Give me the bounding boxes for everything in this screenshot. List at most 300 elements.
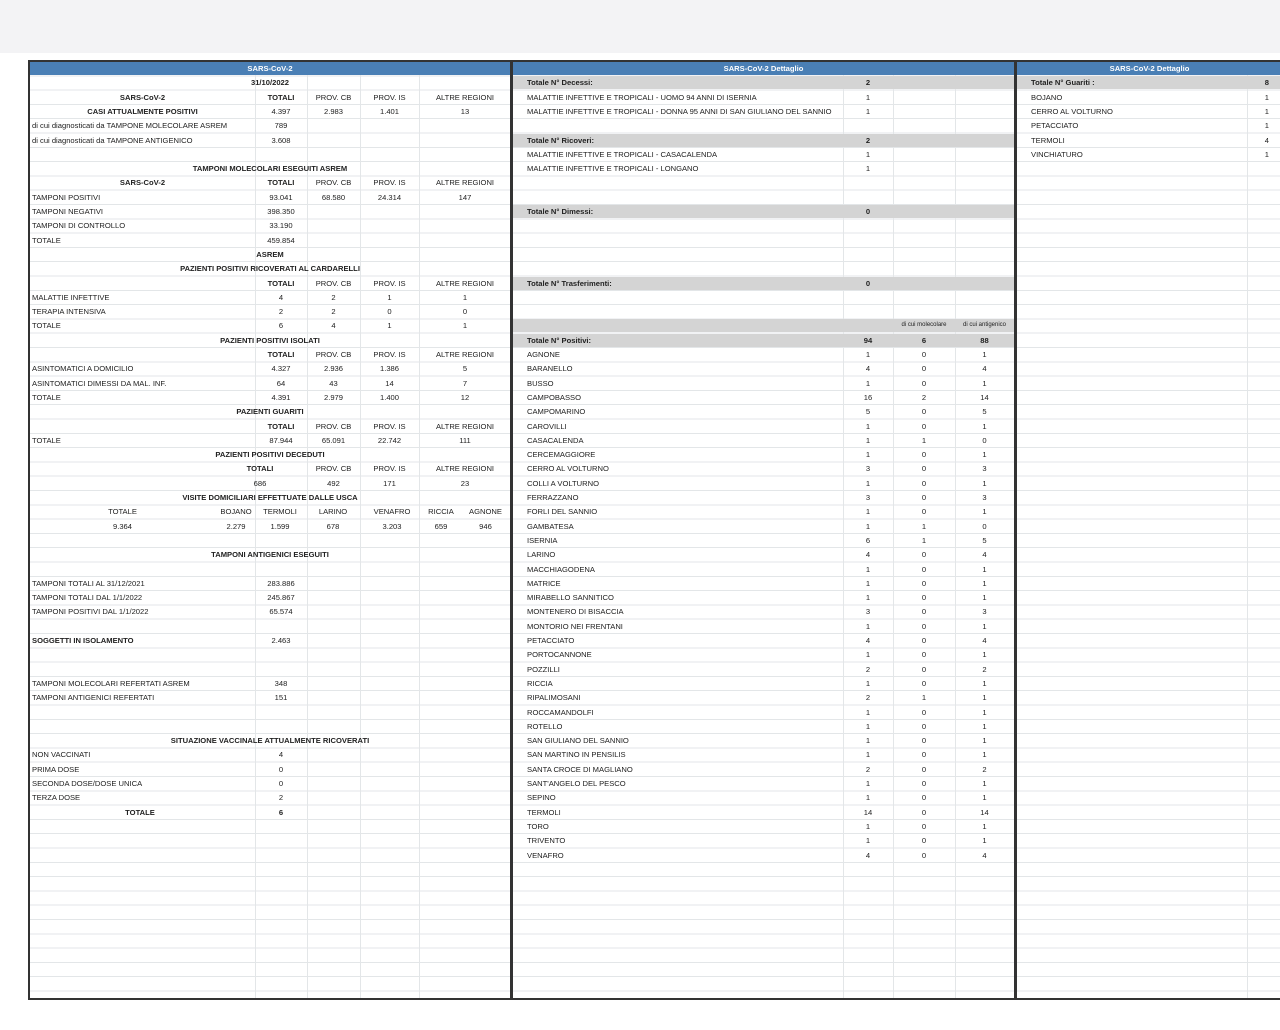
section-title	[30, 262, 510, 275]
column-header: PROV. CB	[315, 350, 352, 359]
section-title	[30, 548, 510, 561]
table-cell: 348	[274, 678, 288, 688]
table-cell: 4	[982, 850, 987, 860]
table-row	[513, 534, 1014, 547]
column-header: RICCIA	[428, 507, 454, 517]
row-label: POZZILLI	[527, 664, 560, 674]
table-row	[513, 448, 1014, 461]
row-label: RICCIA	[527, 678, 553, 688]
table-cell: 171	[383, 478, 396, 488]
table-row	[513, 505, 1014, 518]
section-title-text: PAZIENTI POSITIVI RICOVERATI AL CARDARELLI	[180, 264, 360, 274]
table-cell: 1	[865, 779, 871, 788]
table-row	[513, 734, 1014, 747]
table-row	[513, 563, 1014, 576]
table-cell: 2.279	[226, 521, 246, 531]
table-cell: 1	[387, 321, 392, 331]
table-cell: 1	[865, 821, 871, 831]
table-cell: 0	[921, 550, 927, 560]
column-header: VENAFRO	[373, 507, 411, 517]
table-row	[30, 791, 510, 804]
table-row	[513, 720, 1014, 733]
table-cell: 3	[982, 607, 987, 617]
casi-positivi-row	[30, 105, 510, 118]
table-cell: 2	[331, 292, 336, 302]
column-header: TOTALI	[267, 178, 295, 188]
table-cell: 1	[865, 707, 871, 717]
asrem-label	[30, 248, 510, 261]
table-cell: 0	[921, 721, 927, 731]
row-label: di cui diagnosticati da TAMPONE ANTIGENICO	[32, 135, 193, 145]
table-cell: 1	[865, 564, 871, 574]
table-row	[30, 434, 510, 447]
table-cell: 0	[921, 564, 927, 574]
table-cell: 1	[865, 435, 871, 445]
row-label: TAMPONI POSITIVI DAL 1/1/2022	[32, 607, 149, 617]
total-label: Totale N° Positivi:	[527, 335, 592, 345]
row-label: TERAPIA INTENSIVA	[32, 307, 106, 317]
table-cell: 14	[980, 807, 989, 817]
row-label: SAN MARTINO IN PENSILIS	[527, 750, 626, 760]
positivi-total-row	[513, 334, 1014, 347]
table-cell: 1	[865, 378, 871, 388]
table-cell: 2.463	[271, 636, 291, 645]
table-cell: 1	[865, 678, 871, 688]
table-row	[513, 105, 1014, 118]
table-cell: 6	[865, 535, 871, 545]
table-cell: 1	[1264, 106, 1269, 116]
row-label: CERRO AL VOLTURNO	[527, 464, 609, 474]
column-header: di cui antigenico	[962, 322, 1007, 329]
table-row	[30, 319, 510, 332]
row-label: BUSSO	[527, 378, 554, 388]
column-header: PROV. IS	[373, 92, 406, 102]
table-cell: 0	[921, 421, 927, 431]
table-row	[30, 677, 510, 690]
table-cell: 0	[921, 678, 927, 688]
column-header: ALTRE REGIONI	[435, 421, 495, 431]
table-cell: 0	[278, 779, 284, 788]
ricoveri-total-row	[513, 134, 1014, 147]
row-label: PRIMA DOSE	[32, 764, 80, 774]
table-cell: 3	[865, 607, 871, 617]
recovered-detail-sheet	[1015, 60, 1280, 1000]
row-label: MALATTIE INFETTIVE E TROPICALI - LONGANO	[527, 164, 699, 174]
table-cell: 2	[865, 693, 871, 703]
total-label: Totale N° Decessi:	[527, 78, 593, 88]
table-cell: 14	[980, 392, 989, 402]
table-cell: 2.979	[323, 392, 343, 402]
table-cell: 151	[274, 693, 288, 703]
table-cell: 245.867	[267, 593, 295, 603]
table-cell: 13	[460, 106, 470, 116]
table-row	[513, 605, 1014, 618]
row-label: TAMPONI MOLECOLARI REFERTATI ASREM	[32, 678, 190, 688]
table-cell: 24.314	[377, 192, 402, 202]
table-row	[30, 391, 510, 404]
antigenico-row	[30, 134, 510, 147]
row-label: TRIVENTO	[527, 836, 566, 846]
table-cell: 678	[326, 521, 340, 531]
row-label: TERMOLI	[527, 807, 561, 817]
row-label: TAMPONI NEGATIVI	[32, 207, 104, 216]
table-row	[30, 477, 510, 490]
table-row	[30, 591, 510, 604]
decessi-total-row	[513, 76, 1014, 89]
table-cell: 4	[278, 292, 284, 302]
column-header-row	[30, 348, 510, 361]
column-header: PROV. IS	[373, 350, 406, 359]
column-header: TOTALI	[267, 278, 295, 288]
table-cell: 3	[865, 464, 871, 474]
column-header: LARINO	[318, 507, 348, 517]
row-label: BOJANO	[1031, 92, 1063, 102]
column-header: PROV. CB	[315, 178, 352, 188]
table-cell: 1.386	[379, 364, 399, 374]
table-row	[513, 391, 1014, 404]
table-cell: 1	[982, 793, 987, 803]
table-row	[1017, 148, 1280, 161]
row-label: MALATTIE INFETTIVE E TROPICALI - UOMO 94 ANNI DI ISERNIA	[527, 92, 757, 102]
total-label: Totale N° Dimessi:	[527, 207, 594, 216]
column-header: BOJANO	[220, 507, 252, 517]
row-label: PETACCIATO	[527, 636, 575, 645]
table-cell: 0	[278, 764, 284, 774]
table-cell: 0	[921, 578, 927, 588]
section-title	[30, 734, 510, 747]
table-row	[513, 477, 1014, 490]
table-row	[1017, 134, 1280, 147]
table-cell: 1	[865, 578, 871, 588]
summary-sheet	[28, 60, 512, 1000]
viewer-top-bar	[0, 0, 1280, 53]
total-value: 94	[863, 335, 873, 345]
total-label: Totale N° Trasferimenti:	[527, 278, 612, 288]
table-cell: 789	[274, 121, 288, 131]
table-cell: 398.350	[267, 207, 295, 216]
column-header: TERMOLI	[263, 507, 297, 517]
table-cell: 1	[865, 450, 871, 460]
table-row	[513, 591, 1014, 604]
table-cell: 1	[982, 779, 987, 788]
table-cell: 0	[921, 593, 927, 603]
table-cell: 0	[462, 307, 468, 317]
table-row	[513, 620, 1014, 633]
table-cell: 1	[462, 321, 468, 331]
table-cell: 3	[865, 493, 871, 502]
row-label: CERCEMAGGIORE	[527, 450, 596, 460]
table-cell: 65.091	[321, 435, 346, 445]
table-row	[30, 205, 510, 218]
table-cell: 1	[921, 521, 927, 531]
column-header: PROV. CB	[315, 92, 352, 102]
column-header-row	[30, 420, 510, 433]
table-cell: 686	[253, 478, 267, 488]
row-label: CAMPOMARINO	[527, 407, 586, 417]
sheet-title-text: SARS-CoV-2 Dettaglio	[1109, 64, 1190, 73]
isolamento-row	[30, 634, 510, 647]
table-cell: 1	[387, 292, 392, 302]
table-cell: 33.190	[269, 221, 293, 231]
row-label: MALATTIE INFETTIVE	[32, 292, 110, 302]
sheet-title	[30, 62, 510, 75]
table-row	[513, 834, 1014, 847]
row-label: VINCHIATURO	[1031, 149, 1083, 159]
column-header: ALTRE REGIONI	[435, 178, 495, 188]
table-cell: 0	[921, 621, 927, 631]
table-cell: 1	[865, 421, 871, 431]
table-cell: 68.580	[321, 192, 346, 202]
table-cell: 1	[865, 521, 871, 531]
table-cell: 0	[921, 764, 927, 774]
column-header: PROV. CB	[315, 278, 352, 288]
row-label: NON VACCINATI	[32, 750, 91, 760]
sheet-title-text: SARS-CoV-2	[247, 64, 293, 73]
section-title	[30, 334, 510, 347]
table-cell: 0	[921, 807, 927, 817]
table-cell: 147	[458, 192, 472, 202]
column-header: TOTALE	[108, 507, 137, 517]
table-cell: 1	[921, 693, 927, 703]
table-row	[513, 420, 1014, 433]
table-cell: 0	[921, 478, 927, 488]
section-title	[30, 491, 510, 504]
table-cell: 1	[982, 693, 987, 703]
table-cell: 946	[479, 521, 492, 531]
table-row	[513, 362, 1014, 375]
table-row	[513, 434, 1014, 447]
column-header: PROV. CB	[315, 421, 352, 431]
report-date-text: 31/10/2022	[250, 78, 289, 88]
table-cell: 1	[865, 650, 871, 660]
table-cell: 1	[982, 750, 987, 760]
total-value: 88	[980, 335, 989, 345]
table-cell: 5	[462, 364, 468, 374]
table-cell: 1	[865, 164, 871, 174]
table-cell: 65.574	[269, 607, 293, 617]
table-cell: 1	[982, 736, 987, 746]
table-row	[1017, 105, 1280, 118]
table-cell: 6	[278, 321, 284, 331]
table-cell: 1	[982, 378, 987, 388]
table-cell: 3	[982, 464, 987, 474]
table-cell: 1	[865, 593, 871, 603]
section-title	[30, 405, 510, 418]
table-cell: 1	[982, 836, 987, 846]
sheet-title	[1017, 62, 1280, 75]
table-row	[513, 634, 1014, 647]
column-header: TOTALI	[246, 464, 274, 474]
row-label: MONTORIO NEI FRENTANI	[527, 621, 623, 631]
table-row	[1017, 119, 1280, 132]
column-header: ALTRE REGIONI	[435, 92, 495, 102]
table-row	[513, 405, 1014, 418]
table-row	[513, 148, 1014, 161]
table-row	[30, 219, 510, 232]
table-cell: 0	[921, 779, 927, 788]
table-cell: 2	[865, 664, 871, 674]
row-label: TOTALE	[32, 235, 61, 245]
table-cell: 4	[1264, 135, 1269, 145]
table-cell: 1	[982, 450, 987, 460]
table-cell: 1	[982, 421, 987, 431]
table-cell: 3.608	[271, 135, 291, 145]
table-cell: 7	[462, 378, 468, 388]
table-row	[30, 748, 510, 761]
table-row	[513, 763, 1014, 776]
table-cell: 0	[982, 435, 987, 445]
table-row	[513, 748, 1014, 761]
row-label: MONTENERO DI BISACCIA	[527, 607, 624, 617]
table-row	[513, 663, 1014, 676]
column-header: PROV. IS	[373, 421, 406, 431]
table-cell: 459.854	[267, 235, 295, 245]
table-cell: 0	[921, 607, 927, 617]
row-label: TAMPONI TOTALI AL 31/12/2021	[32, 578, 145, 588]
row-label: SOGGETTI IN ISOLAMENTO	[32, 636, 134, 645]
table-cell: 1	[462, 292, 468, 302]
table-cell: 1	[982, 821, 987, 831]
sheet-title	[513, 62, 1014, 75]
table-row	[513, 691, 1014, 704]
table-cell: 0	[921, 821, 927, 831]
table-cell: 12	[460, 392, 470, 402]
table-cell: 1	[1264, 121, 1269, 131]
table-row	[513, 706, 1014, 719]
row-label: SEPINO	[527, 793, 556, 803]
row-label: TORO	[527, 821, 549, 831]
table-cell: 1	[865, 621, 871, 631]
table-row	[30, 605, 510, 618]
column-header: TOTALI	[267, 92, 295, 102]
table-cell: 1	[982, 678, 987, 688]
table-row	[30, 305, 510, 318]
table-cell: 1	[982, 593, 987, 603]
section-label: SARS-CoV-2	[119, 92, 166, 102]
table-cell: 1	[865, 478, 871, 488]
table-cell: 111	[459, 435, 471, 445]
column-header: TOTALI	[267, 350, 295, 359]
table-cell: 4	[865, 550, 871, 560]
row-label: RIPALIMOSANI	[527, 693, 581, 703]
row-label: TOTALE	[32, 435, 61, 445]
table-row	[513, 462, 1014, 475]
table-cell: 0	[921, 350, 927, 359]
row-label: TOTALE	[32, 392, 61, 402]
table-cell: 0	[982, 521, 987, 531]
table-cell: 1	[865, 92, 871, 102]
row-label: ROTELLO	[527, 721, 563, 731]
row-label: AGNONE	[527, 350, 560, 359]
row-label: ASINTOMATICI A DOMICILIO	[32, 364, 134, 374]
row-label: MALATTIE INFETTIVE E TROPICALI - DONNA 95 ANNI DI SAN GIULIANO DEL SANNIO	[527, 106, 832, 116]
table-cell: 4	[982, 550, 987, 560]
section-title-text: VISITE DOMICILIARI EFFETTUATE DALLE USCA	[182, 493, 358, 502]
table-cell: 0	[921, 850, 927, 860]
column-header-row	[30, 462, 510, 475]
row-label: TAMPONI POSITIVI	[32, 192, 101, 202]
row-label: PORTOCANNONE	[527, 650, 592, 660]
section-title-text: TAMPONI MOLECOLARI ESEGUITI ASREM	[192, 164, 348, 174]
table-cell: 1.400	[379, 392, 399, 402]
total-value: 6	[278, 807, 284, 817]
total-value: 8	[1264, 78, 1269, 88]
table-cell: 2	[865, 764, 871, 774]
row-label: MIRABELLO SANNITICO	[527, 593, 614, 603]
table-cell: 0	[387, 307, 392, 317]
table-cell: 1	[982, 707, 987, 717]
guariti-total-row	[1017, 76, 1280, 89]
table-cell: 14	[863, 807, 873, 817]
table-row	[513, 777, 1014, 790]
table-row	[30, 377, 510, 390]
table-row	[513, 162, 1014, 175]
column-header: ALTRE REGIONI	[435, 350, 495, 359]
row-label: MATRICE	[527, 578, 561, 588]
dimessi-total-row	[513, 205, 1014, 218]
table-cell: 4	[278, 750, 284, 760]
row-label: ROCCAMANDOLFI	[527, 707, 594, 717]
table-cell: 64	[276, 378, 286, 388]
table-cell: 0	[921, 507, 927, 517]
table-cell: 1	[982, 650, 987, 660]
table-cell: 2	[982, 764, 987, 774]
table-cell: 14	[385, 378, 394, 388]
table-cell: 0	[921, 493, 927, 502]
table-cell: 1.401	[379, 106, 399, 116]
table-cell: 0	[921, 450, 927, 460]
table-cell: 1	[865, 793, 871, 803]
row-label: SAN GIULIANO DEL SANNIO	[527, 736, 629, 746]
table-cell: 4	[865, 364, 871, 374]
table-cell: 1	[921, 535, 927, 545]
table-cell: 1	[1264, 92, 1269, 102]
table-cell: 1	[921, 435, 927, 445]
total-label: TOTALE	[125, 807, 155, 817]
table-row	[30, 520, 510, 533]
table-cell: 4.391	[271, 392, 291, 402]
table-row	[513, 648, 1014, 661]
row-label: TERZA DOSE	[32, 793, 81, 803]
vaccinale-total-row	[30, 806, 510, 819]
table-cell: 1	[865, 750, 871, 760]
table-cell: 2	[278, 793, 284, 803]
positivi-header-row	[30, 91, 510, 104]
table-cell: 23	[460, 478, 470, 488]
table-cell: 1	[865, 350, 871, 359]
table-cell: 1	[865, 721, 871, 731]
section-title	[30, 162, 510, 175]
table-row	[513, 849, 1014, 862]
row-label: COLLI A VOLTURNO	[527, 478, 600, 488]
column-header: ALTRE REGIONI	[435, 464, 495, 474]
total-value: 0	[865, 278, 871, 288]
row-label: TERMOLI	[1031, 135, 1065, 145]
table-cell: 0	[921, 836, 927, 846]
table-row	[30, 763, 510, 776]
table-cell: 1	[865, 836, 871, 846]
table-row	[513, 791, 1014, 804]
table-cell: 0	[921, 464, 927, 474]
table-row	[513, 577, 1014, 590]
row-label: MACCHIAGODENA	[527, 564, 595, 574]
row-label: ASINTOMATICI DIMESSI DA MAL. INF.	[32, 378, 167, 388]
row-label: FORLI DEL SANNIO	[527, 507, 598, 517]
total-value: 2	[865, 135, 871, 145]
table-cell: 4	[982, 636, 987, 645]
row-label: PETACCIATO	[1031, 121, 1079, 131]
table-cell: 492	[327, 478, 340, 488]
